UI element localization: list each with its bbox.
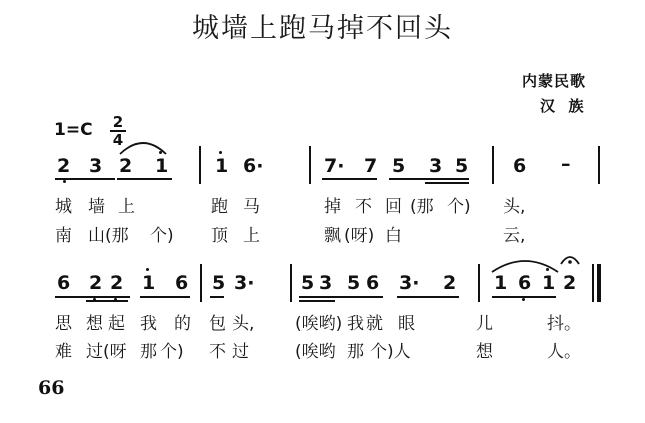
beam-underline (210, 296, 224, 298)
note: 1 (494, 272, 508, 294)
beam-underline (55, 178, 115, 180)
bar-line (598, 146, 600, 184)
lyric: 城 (55, 197, 72, 217)
lyric: 马 (243, 197, 260, 217)
beam-underline (425, 182, 469, 184)
note: 1 (155, 155, 169, 177)
beam-underline (397, 296, 459, 298)
note: 6 (513, 155, 527, 177)
note: 5 (301, 272, 315, 294)
lyric: (唉哟 (295, 342, 336, 362)
beam-underline (299, 296, 383, 298)
note: 3 (429, 155, 443, 177)
lyric: 我 (347, 314, 364, 334)
beam-underline (86, 300, 128, 302)
note: 1 (215, 155, 229, 177)
bar-line (200, 264, 202, 302)
lyric: 想 (86, 314, 103, 334)
lyric: 上 (118, 197, 135, 217)
lyric: 儿 (476, 314, 493, 334)
source-ethnicity: 汉 族 (540, 97, 585, 115)
lyric: 难 (55, 342, 72, 362)
beam-underline (389, 178, 469, 180)
lyric: (呀) (344, 226, 375, 246)
beam-underline (492, 296, 556, 298)
octave-dot (146, 268, 149, 271)
lyric: 个) (447, 197, 471, 217)
note: 1 (542, 272, 556, 294)
lyric: 回 (385, 197, 402, 217)
lyric: 起 (108, 314, 125, 334)
note: 6 (57, 272, 71, 294)
lyric: 就 (366, 314, 383, 334)
lyric: 的 (174, 314, 191, 334)
note: 7· (324, 155, 345, 177)
note: 3· (399, 272, 420, 294)
octave-dot (522, 298, 525, 301)
note: 3· (234, 272, 255, 294)
note: 5 (212, 272, 226, 294)
slur-mark (118, 136, 168, 156)
key-signature: 1=C (54, 120, 93, 140)
song-title: 城墙上跑马掉不回头 (192, 13, 453, 44)
lyric: 眼 (398, 314, 415, 334)
lyric: 包 (209, 314, 226, 334)
note: 5 (455, 155, 469, 177)
lyric: 过(呀 (86, 342, 127, 362)
note: 5 (347, 272, 361, 294)
note: 7 (364, 155, 378, 177)
beam-underline (322, 178, 377, 180)
beam-underline (299, 300, 335, 302)
note: 2 (110, 272, 124, 294)
lyric: 头, (232, 314, 255, 334)
octave-dot (63, 180, 66, 183)
lyric: 个) (150, 226, 174, 246)
note: 3 (89, 155, 103, 177)
bar-line (592, 264, 594, 302)
time-signature-top: 2 (112, 113, 124, 131)
note: 2 (89, 272, 103, 294)
page-number: 66 (38, 377, 65, 399)
lyric: 那 (140, 342, 157, 362)
lyric: 掉 (324, 197, 341, 217)
lyric: 头, (503, 197, 526, 217)
note: 1 (142, 272, 156, 294)
slur-mark (490, 254, 560, 274)
bar-line (492, 146, 494, 184)
lyric: 白 (385, 226, 402, 246)
note: 6 (518, 272, 532, 294)
lyric: 跑 (211, 197, 228, 217)
final-bar-line (597, 264, 601, 302)
lyric: 顶 (211, 226, 228, 246)
note: 3 (319, 272, 333, 294)
octave-dot (219, 151, 222, 154)
note: 2 (57, 155, 71, 177)
fermata-icon (559, 252, 581, 266)
beam-underline (55, 296, 130, 298)
lyric: 不 (355, 197, 372, 217)
lyric: 飘 (324, 226, 341, 246)
note: 5 (392, 155, 406, 177)
lyric: 我 (140, 314, 157, 334)
source-region: 内蒙民歌 (522, 72, 587, 90)
lyric: 人。 (547, 342, 581, 362)
lyric: 个)人 (370, 342, 411, 362)
lyric: (那 (410, 197, 434, 217)
lyric: 云, (503, 226, 526, 246)
lyric: 个) (160, 342, 184, 362)
lyric: 不 (209, 342, 226, 362)
note: 6· (243, 155, 264, 177)
bar-line (290, 264, 292, 302)
lyric: 上 (243, 226, 260, 246)
lyric: 墙 (88, 197, 105, 217)
note: 2 (443, 272, 457, 294)
lyric: (唉哟) (295, 314, 343, 334)
beam-underline (117, 178, 172, 180)
bar-line (199, 146, 201, 184)
beam-underline (140, 296, 190, 298)
bar-line (478, 264, 480, 302)
lyric: 那 (347, 342, 364, 362)
lyric: 抖。 (547, 314, 581, 334)
note: 2 (563, 272, 577, 294)
lyric: 想 (476, 342, 493, 362)
bar-line (309, 146, 311, 184)
note: 6 (366, 272, 380, 294)
note: – (561, 153, 571, 175)
time-signature-bottom: 4 (112, 131, 124, 149)
lyric: 过 (232, 342, 249, 362)
lyric: 思 (55, 314, 72, 334)
note: 6 (175, 272, 189, 294)
note: 2 (119, 155, 133, 177)
lyric: 南 (55, 226, 72, 246)
lyric: 山(那 (88, 226, 129, 246)
